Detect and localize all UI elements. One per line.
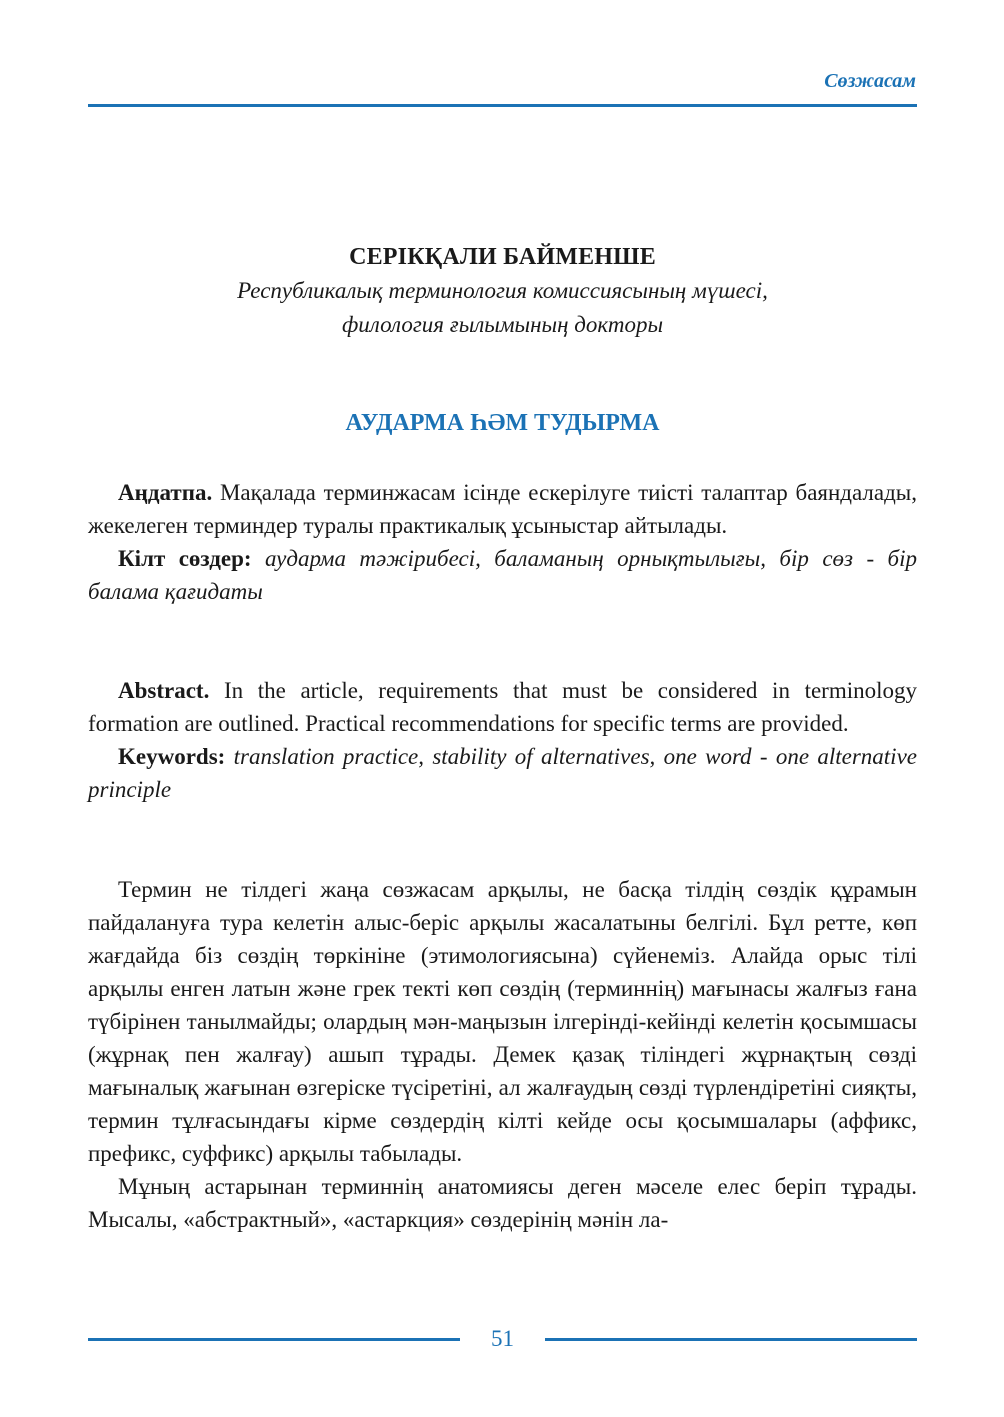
abstract-label: Abstract.	[118, 678, 210, 703]
running-header-title: Сөзжасам	[824, 70, 916, 92]
annotation-paragraph	[88, 476, 917, 542]
author-block	[88, 240, 917, 342]
annotation-keywords-paragraph	[88, 542, 917, 608]
annotation-keywords-text: аударма тәжірибесі, баламаның орнықтылығы, бір сөз - бір балама қағидаты	[88, 546, 917, 604]
annotation-label: Аңдатпа.	[118, 480, 213, 505]
author-name: СЕРІКҚАЛИ БАЙМЕНШЕ	[349, 244, 656, 270]
body-text-section	[88, 873, 917, 1236]
abstract-keywords-text: translation practice, stability of alternatives, one word - one alternative principle	[88, 744, 917, 802]
abstract-text: In the article, requirements that must be considered in terminology formation are outlined. Practical recommendations for specific terms are provided.	[88, 678, 917, 736]
footer-divider-left	[88, 1338, 460, 1341]
abstract-keywords-label: Keywords:	[118, 744, 226, 769]
author-position-line-2: филология ғылымының докторы	[341, 312, 664, 337]
annotation-section	[88, 476, 917, 608]
page-number: 51	[491, 1326, 514, 1351]
abstract-keywords-paragraph	[88, 740, 917, 806]
footer-divider-right	[545, 1338, 917, 1341]
annotation-keywords-label: Кілт сөздер:	[118, 546, 252, 571]
body-paragraph-2: Мұның астарынан терминнің анатомиясы деген мәселе елес беріп тұрады. Мысалы, «абстрактный», «астаркция» сөздерінің мәнін ла-	[88, 1174, 917, 1232]
author-position-line-1: Республикалық терминология комиссиясының мүшесі,	[237, 278, 768, 303]
abstract-section	[88, 674, 917, 806]
annotation-text: Мақалада терминжасам ісінде ескерілуге тиісті талаптар баяндалады, жекелеген терминдер туралы практикалық ұсыныстар айтылады.	[88, 480, 917, 538]
body-paragraph-1: Термин не тілдегі жаңа сөзжасам арқылы, не басқа тілдің сөздік құрамын пайдалануға тура келетін алыс-беріс арқылы жасалатыны белгілі. Бұл ретте, көп жағдайда біз сөздің төркініне (этимологиясына) сүйенеміз. Алайда орыс тілі арқылы енген латын және грек текті көп сөздің (терминнің) мағынасы жалғыз ғана түбірінен танылмайды; олардың мән-маңызын ілгерінді-кейінді келетін қосымшасы (жұрнақ пен жалғау) ашып тұрады. Демек қазақ тіліндегі жұрнақтың сөзді мағыналық жағынан өзгеріске түсіретіні, ал жалғаудың сөзді түрлендіретіні сияқты, термин тұлғасындағы кірме сөздердің кілті кейде осы қосымшалары (аффикс, префикс, суффикс) арқылы табылады.	[88, 877, 917, 1166]
abstract-paragraph	[88, 674, 917, 740]
article-title: АУДАРМА ҺӘМ ТУДЫРМА	[345, 410, 660, 436]
header-divider	[88, 104, 917, 107]
